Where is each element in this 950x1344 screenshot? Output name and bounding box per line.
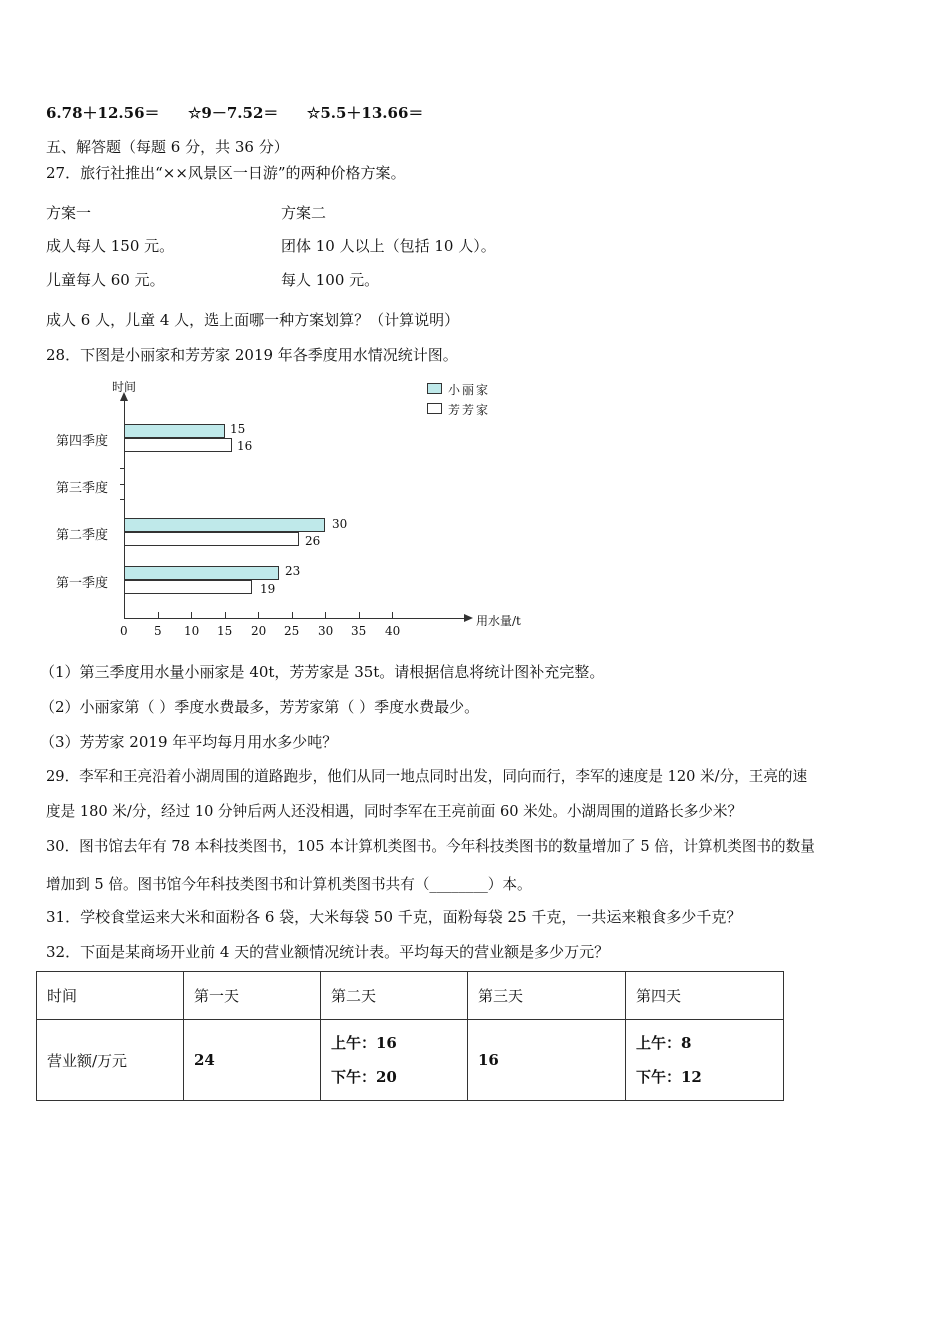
q28-stem: 28．下图是小丽家和芳芳家 2019 年各季度用水情况统计图。 <box>46 346 458 364</box>
legend-swatch-xiaoli <box>427 383 442 394</box>
sales-table <box>36 971 784 1101</box>
header-cell: 第四天 <box>626 972 784 1020</box>
x-tick-label: 35 <box>351 624 367 638</box>
plan2-title: 方案二 <box>281 204 327 222</box>
day2-cell <box>321 1020 468 1101</box>
bar-fangfang-q2 <box>124 532 299 546</box>
y-axis-label: 时间 <box>112 380 137 394</box>
header-cell: 第一天 <box>184 972 321 1020</box>
category-q1: 第一季度 <box>56 576 109 591</box>
day1-value: 24 <box>184 1020 321 1101</box>
arith-item-3: ☆5.5＋13.66＝ <box>306 104 424 122</box>
x-tick-label: 30 <box>318 624 334 638</box>
x-tick-label: 20 <box>251 624 267 638</box>
x-axis-arrow-icon <box>464 614 473 622</box>
plan2-line1: 团体 10 人以上（包括 10 人）。 <box>281 237 496 255</box>
q30-line1: 30．图书馆去年有 78 本科技类图书，105 本计算机类图书。今年科技类图书的数量增加了 5 倍，计算机类图书的数量 <box>46 838 815 855</box>
bar-xiaoli-q4 <box>124 424 225 438</box>
legend-label-fangfang: 芳芳家 <box>448 403 491 417</box>
value-label: 30 <box>332 517 348 531</box>
section-title: 五、解答题（每题 6 分，共 36 分） <box>46 138 289 156</box>
header-cell: 第二天 <box>321 972 468 1020</box>
q28-sub1: （1）第三季度用水量小丽家是 40t，芳芳家是 35t。请根据信息将统计图补充完整。 <box>40 663 605 681</box>
arith-item-2: ☆9－7.52＝ <box>187 104 279 122</box>
day2-am: 上午：16 <box>331 1034 397 1052</box>
arithmetic-row <box>46 102 423 123</box>
table-header-row <box>37 972 784 1020</box>
q29-line1: 29．李军和王亮沿着小湖周围的道路跑步，他们从同一地点同时出发，同向而行，李军的速度是 120 米/分，王亮的速 <box>46 768 808 785</box>
x-tick-label: 40 <box>385 624 401 638</box>
row-label: 营业额/万元 <box>37 1020 184 1101</box>
x-tick-label: 10 <box>184 624 200 638</box>
value-label: 26 <box>305 534 321 548</box>
x-axis-label: 用水量/t <box>476 614 521 628</box>
day3-value: 16 <box>468 1020 626 1101</box>
water-usage-chart <box>40 372 521 642</box>
day4-pm: 下午：12 <box>636 1068 702 1086</box>
bar-fangfang-q4 <box>124 438 232 452</box>
x-tick-label: 25 <box>284 624 300 638</box>
q28-sub3: （3）芳芳家 2019 年平均每月用水多少吨？ <box>40 733 338 751</box>
plan1-line2: 儿童每人 60 元。 <box>46 271 165 289</box>
header-cell: 第三天 <box>468 972 626 1020</box>
value-label: 16 <box>237 439 253 453</box>
plan1-title: 方案一 <box>46 204 92 222</box>
q28-sub2: （2）小丽家第（ ）季度水费最多，芳芳家第（ ）季度水费最少。 <box>40 698 480 716</box>
category-q2: 第二季度 <box>56 528 109 543</box>
plan1-line1: 成人每人 150 元。 <box>46 237 175 255</box>
arith-item-1: 6.78＋12.56＝ <box>46 104 160 122</box>
category-q3: 第三季度 <box>56 481 109 496</box>
table-row <box>37 1020 784 1101</box>
day4-cell <box>626 1020 784 1101</box>
legend-label-xiaoli: 小丽家 <box>448 383 491 397</box>
day2-pm: 下午：20 <box>331 1068 397 1086</box>
y-axis-arrow-icon <box>120 392 128 401</box>
category-q4: 第四季度 <box>56 434 109 449</box>
x-tick-label: 0 <box>120 624 128 638</box>
plan2-line2: 每人 100 元。 <box>281 271 380 289</box>
q27-question: 成人 6 人，儿童 4 人，选上面哪一种方案划算？（计算说明） <box>46 311 460 329</box>
q27-stem: 27．旅行社推出“××风景区一日游”的两种价格方案。 <box>46 164 406 182</box>
q32-text: 32．下面是某商场开业前 4 天的营业额情况统计表。平均每天的营业额是多少万元？ <box>46 943 610 961</box>
value-label: 19 <box>260 582 276 596</box>
bar-xiaoli-q1 <box>124 566 279 580</box>
x-tick-label: 15 <box>217 624 233 638</box>
day4-am: 上午：8 <box>636 1034 692 1052</box>
bar-xiaoli-q2 <box>124 518 325 532</box>
x-axis <box>124 618 466 619</box>
q30-line2: 增加到 5 倍。图书馆今年科技类图书和计算机类图书共有（________）本。 <box>46 876 532 893</box>
legend-swatch-fangfang <box>427 403 442 414</box>
value-label: 23 <box>285 564 301 578</box>
x-tick-label: 5 <box>154 624 162 638</box>
bar-fangfang-q1 <box>124 580 252 594</box>
value-label: 15 <box>230 422 246 436</box>
header-cell: 时间 <box>37 972 184 1020</box>
q31-text: 31．学校食堂运来大米和面粉各 6 袋，大米每袋 50 千克，面粉每袋 25 千克，一共运来粮食多少千克？ <box>46 908 742 926</box>
q29-line2: 度是 180 米/分，经过 10 分钟后两人还没相遇，同时李军在王亮前面 60 米处。小湖周围的道路长多少米？ <box>46 803 743 820</box>
